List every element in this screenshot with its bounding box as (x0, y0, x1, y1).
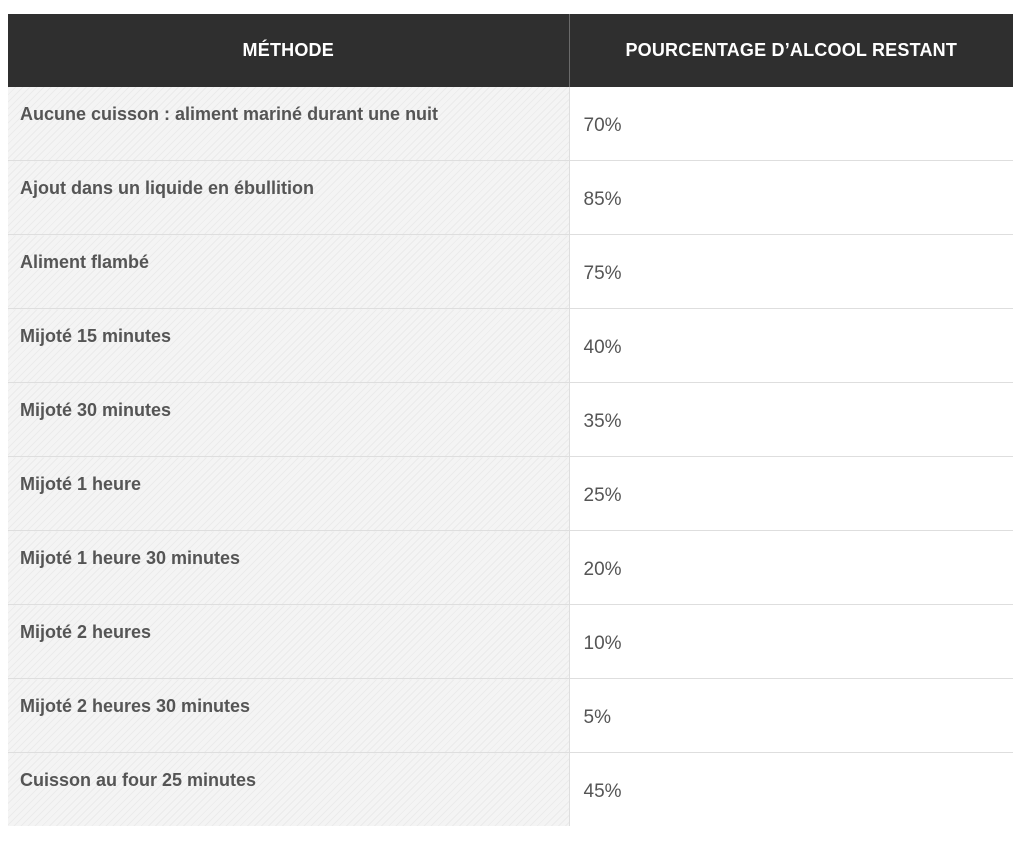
alcohol-retention-table (8, 14, 1013, 826)
header-row (8, 14, 1013, 87)
table-row (8, 753, 1013, 827)
percentage-value: 40% (583, 337, 622, 358)
percentage-cell (569, 531, 1013, 605)
percentage-value: 85% (583, 189, 622, 210)
table-header (8, 14, 1013, 87)
method-label: Aucune cuisson : aliment mariné durant une nuit (20, 104, 439, 124)
method-cell (8, 753, 569, 827)
table-row (8, 605, 1013, 679)
method-label: Mijoté 30 minutes (20, 400, 172, 420)
method-cell (8, 457, 569, 531)
percentage-value: 5% (583, 707, 611, 728)
table-row (8, 309, 1013, 383)
method-cell (8, 309, 569, 383)
method-label: Mijoté 1 heure 30 minutes (20, 548, 241, 568)
percentage-value: 45% (583, 781, 622, 802)
percentage-cell (569, 383, 1013, 457)
method-cell (8, 161, 569, 235)
method-cell (8, 87, 569, 161)
percentage-cell (569, 605, 1013, 679)
table-row (8, 87, 1013, 161)
table-body (8, 87, 1013, 826)
method-cell (8, 531, 569, 605)
column-header-percentage: POURCENTAGE D’ALCOOL RESTANT (569, 14, 1013, 87)
percentage-cell (569, 87, 1013, 161)
method-cell (8, 235, 569, 309)
method-label: Mijoté 2 heures 30 minutes (20, 696, 251, 716)
percentage-value: 75% (583, 263, 622, 284)
percentage-value: 20% (583, 559, 622, 580)
percentage-cell (569, 309, 1013, 383)
percentage-cell (569, 161, 1013, 235)
method-label: Mijoté 2 heures (20, 622, 152, 642)
table-row (8, 457, 1013, 531)
method-label: Ajout dans un liquide en ébullition (20, 178, 314, 198)
column-header-method: MÉTHODE (8, 14, 569, 87)
percentage-value: 25% (583, 485, 622, 506)
table-row (8, 235, 1013, 309)
method-cell (8, 383, 569, 457)
percentage-value: 70% (583, 115, 622, 136)
method-label: Cuisson au four 25 minutes (20, 770, 257, 790)
table-row (8, 679, 1013, 753)
method-label: Mijoté 15 minutes (20, 326, 172, 346)
percentage-value: 35% (583, 411, 622, 432)
method-label: Aliment flambé (20, 252, 150, 272)
percentage-cell (569, 235, 1013, 309)
table-row (8, 161, 1013, 235)
alcohol-retention-table-container (8, 14, 1013, 826)
table-row (8, 383, 1013, 457)
percentage-cell (569, 679, 1013, 753)
method-label: Mijoté 1 heure (20, 474, 142, 494)
method-cell (8, 679, 569, 753)
percentage-cell (569, 753, 1013, 827)
table-row (8, 531, 1013, 605)
method-cell (8, 605, 569, 679)
percentage-cell (569, 457, 1013, 531)
percentage-value: 10% (583, 633, 622, 654)
